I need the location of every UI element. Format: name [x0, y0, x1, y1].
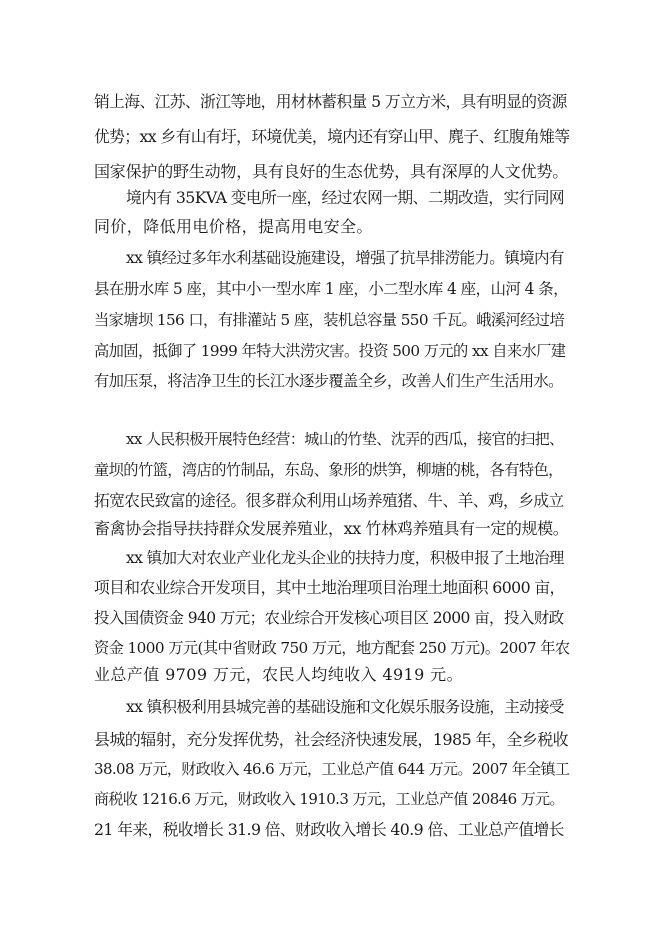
text-line: 县城的辐射，充分发挥优势，社会经济快速发展，1985 年，全乡税收 — [94, 730, 569, 749]
text-line: 境内有 35KVA 变电所一座，经过农网一期、二期改造，实行同网 — [126, 188, 565, 207]
text-line: 业总产值 9709 万元，农民人均纯收入 4919 元。 — [94, 665, 463, 684]
text-line: xx 镇积极利用县城完善的基础设施和文化娱乐服务设施，主动接受 — [126, 698, 564, 716]
text-line: 项目和农业综合开发项目，其中土地治理项目治理土地面积 6000 亩， — [94, 578, 565, 597]
text-line: 同价，降低用电价格，提高用电安全。 — [94, 217, 373, 236]
text-line: 资金 1000 万元(其中省财政 750 万元，地方配套 250 万元)。2007 年农 — [94, 639, 570, 657]
text-line: 县在册水库 5 座，其中小一型水库 1 座，小二型水库 4 座，山河 4 条， — [94, 280, 568, 298]
text-line: 优势；xx 乡有山有圩，环境优美，境内还有穿山甲、麂子、红腹角雉等 — [94, 127, 570, 146]
text-line: 有加压泵，将洁净卫生的长江水逐步覆盖全乡，改善人们生产生活用水。 — [94, 372, 563, 390]
text-line: 拓宽农民致富的途径。很多群众利用山场养殖猪、牛、羊、鸡，乡成立 — [94, 491, 564, 510]
text-line: xx 人民积极开展特色经营：城山的竹垫、沈弄的西瓜，接官的扫把、 — [126, 430, 564, 448]
text-line: 畜禽协会指导扶持群众发展养殖业，xx 竹林鸡养殖具有一定的规模。 — [94, 519, 569, 538]
text-line: xx 镇经过多年水利基础设施建设，增强了抗旱排涝能力。镇境内有 — [126, 249, 564, 267]
text-line: 投入国债资金 940 万元；农业综合开发核心项目区 2000 亩，投入财政 — [94, 609, 564, 627]
text-line: 当家塘坝 156 口，有排灌站 5 座，装机总容量 550 千瓦。峨溪河经过培 — [94, 311, 565, 329]
text-line: 高加固，抵御了 1999 年特大洪涝灾害。投资 500 万元的 xx 自来水厂建 — [94, 342, 566, 360]
text-line: xx 镇加大对农业产业化龙头企业的扶持力度，积极申报了土地治理 — [126, 549, 564, 567]
text-line: 38.08 万元，财政收入 46.6 万元，工业总产值 644 万元。2007 年全镇工 — [94, 760, 570, 778]
text-line: 商税收 1216.6 万元，财政收入 1910.3 万元，工业总产值 20846 万元。 — [94, 790, 564, 808]
text-line: 童坝的竹篮，湾店的竹制品，东岛、象形的烘笋，柳塘的桃，各有特色， — [94, 461, 563, 479]
text-line: 21 年来，税收增长 31.9 倍、财政收入增长 40.9 倍、工业总产值增长 — [94, 820, 564, 839]
text-line: 销上海、江苏、浙江等地，用材林蓄积量 5 万立方米，具有明显的资源 — [94, 92, 567, 111]
text-line: 国家保护的野生动物，具有良好的生态优势，具有深厚的人文优势。 — [94, 162, 569, 181]
